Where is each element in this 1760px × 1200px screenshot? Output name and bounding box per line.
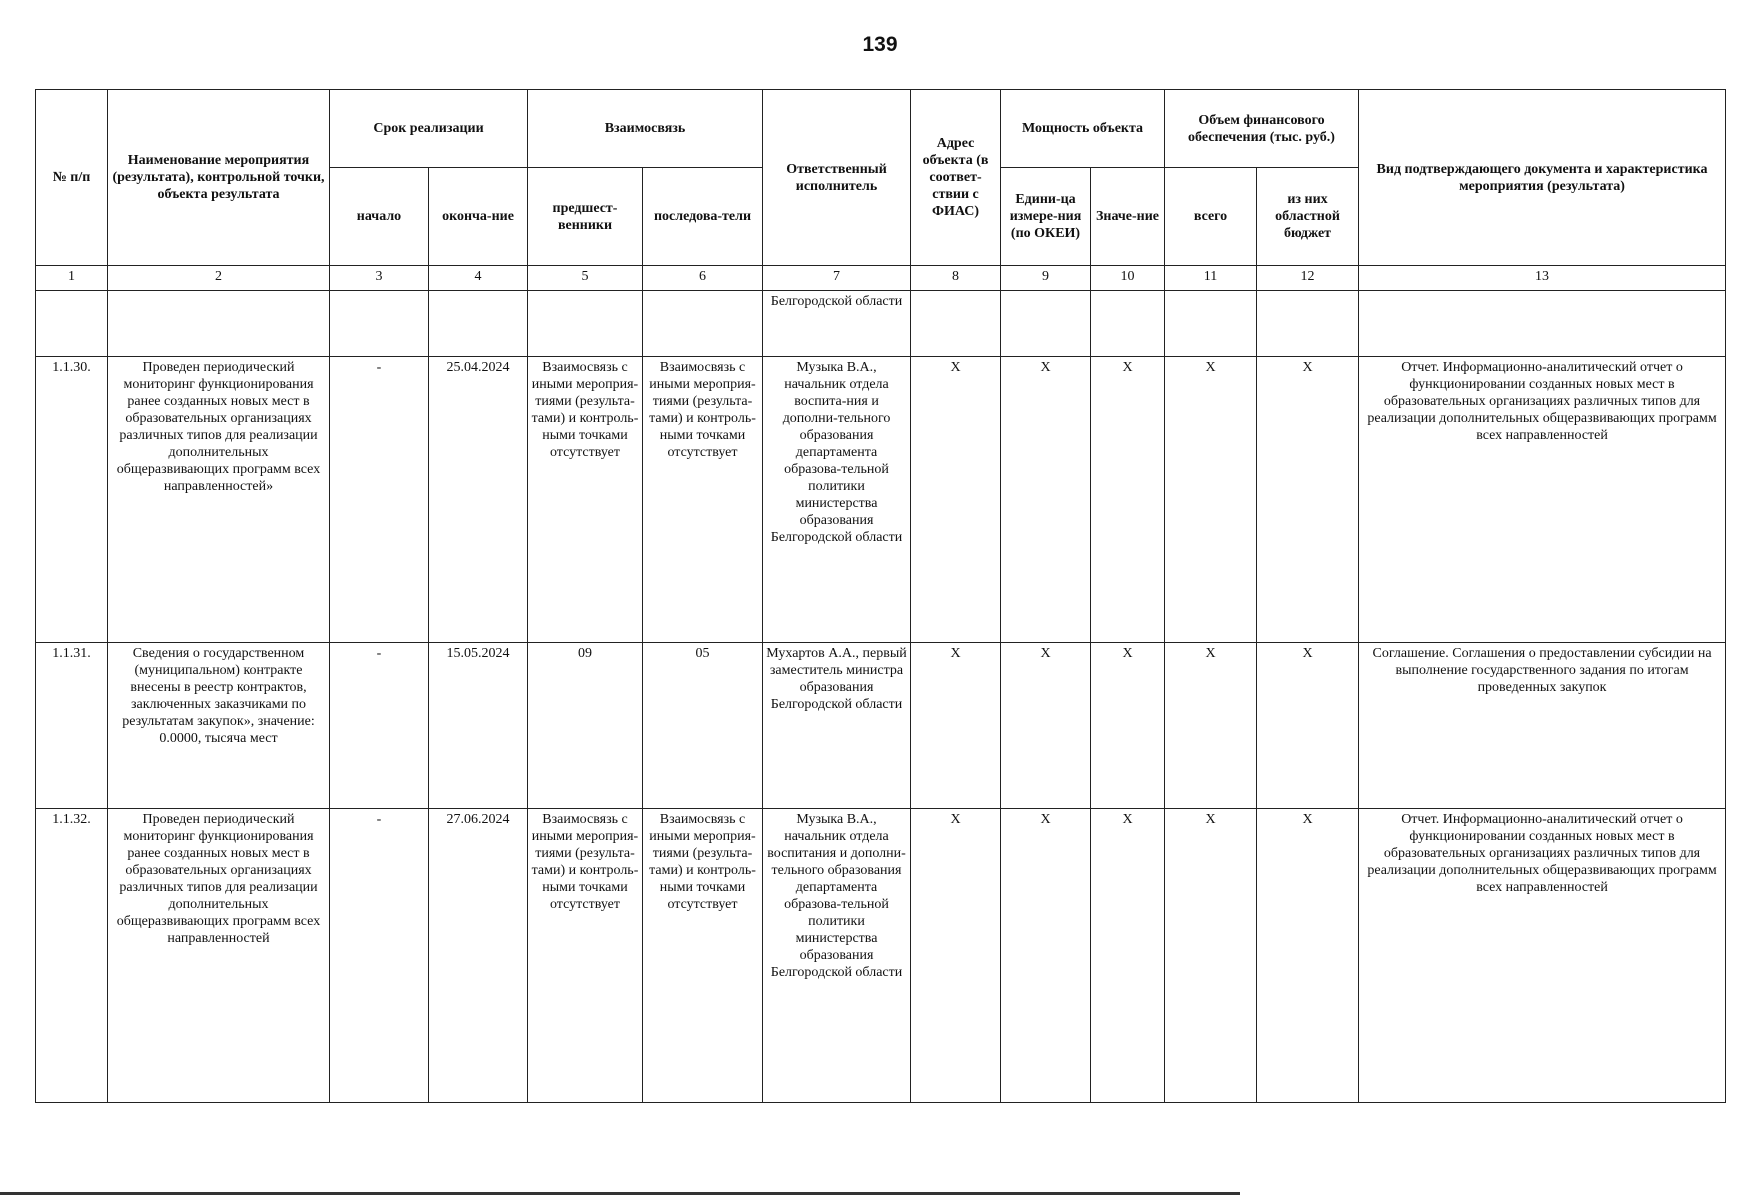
header-link: Взаимосвязь bbox=[528, 90, 763, 168]
header-responsible: Ответственный исполнитель bbox=[763, 90, 911, 266]
row-end: 25.04.2024 bbox=[429, 357, 528, 643]
row-start: - bbox=[330, 809, 429, 1103]
row-end: 27.06.2024 bbox=[429, 809, 528, 1103]
header-period-end: оконча-ние bbox=[429, 168, 528, 266]
row-address: X bbox=[911, 643, 1001, 809]
table-row bbox=[36, 643, 1726, 809]
col-number: 7 bbox=[763, 266, 911, 291]
header-link-succ: последова-тели bbox=[643, 168, 763, 266]
bottom-divider bbox=[0, 1192, 1240, 1195]
header-link-pred: предшест-венники bbox=[528, 168, 643, 266]
row-pred: Взаимосвязь с иными мероприя-тиями (результа-тами) и контроль-ными точками отсутствует bbox=[528, 809, 643, 1103]
page-number: 139 bbox=[862, 33, 898, 56]
row-doc: Отчет. Информационно-аналитический отчет о функционировании созданных новых мест в образовательных организациях различных типов для реализации дополнительных общеразвивающих программ всех направленностей bbox=[1359, 357, 1726, 643]
col-number: 5 bbox=[528, 266, 643, 291]
row-total: X bbox=[1165, 357, 1257, 643]
row-name: Сведения о государственном (муниципальном) контракте внесены в реестр контрактов, заключенных заказчиками по результатам закупок», значение: 0.0000, тысяча мест bbox=[108, 643, 330, 809]
row-pred: Взаимосвязь с иными мероприя-тиями (результа-тами) и контроль-ными точками отсутствует bbox=[528, 357, 643, 643]
row-total: X bbox=[1165, 809, 1257, 1103]
row-succ: Взаимосвязь с иными мероприя-тиями (результа-тами) и контроль-ными точками отсутствует bbox=[643, 809, 763, 1103]
col-number: 8 bbox=[911, 266, 1001, 291]
row-start: - bbox=[330, 643, 429, 809]
row-responsible: Музыка В.А., начальник отдела воспита-ния и дополни-тельного образования департамента образова-тельной политики министерства образования Белгородской области bbox=[763, 357, 911, 643]
row-regional: X bbox=[1257, 643, 1359, 809]
activities-table bbox=[35, 89, 1726, 1103]
row-succ: 05 bbox=[643, 643, 763, 809]
col-number: 1 bbox=[36, 266, 108, 291]
row-num: 1.1.30. bbox=[36, 357, 108, 643]
header-num: № п/п bbox=[36, 90, 108, 266]
header-capacity-value: Значе-ние bbox=[1091, 168, 1165, 266]
continuation-row bbox=[36, 291, 1726, 357]
row-value: X bbox=[1091, 809, 1165, 1103]
col-number: 6 bbox=[643, 266, 763, 291]
col-number: 9 bbox=[1001, 266, 1091, 291]
col-number: 11 bbox=[1165, 266, 1257, 291]
row-value: X bbox=[1091, 643, 1165, 809]
col-number: 13 bbox=[1359, 266, 1726, 291]
row-succ: Взаимосвязь с иными мероприя-тиями (результа-тами) и контроль-ными точками отсутствует bbox=[643, 357, 763, 643]
row-total: X bbox=[1165, 643, 1257, 809]
header-capacity: Мощность объекта bbox=[1001, 90, 1165, 168]
row-num: 1.1.31. bbox=[36, 643, 108, 809]
column-number-row bbox=[36, 266, 1726, 291]
header-finance-regional: из них областной бюджет bbox=[1257, 168, 1359, 266]
header-finance-total: всего bbox=[1165, 168, 1257, 266]
row-unit: X bbox=[1001, 643, 1091, 809]
row-unit: X bbox=[1001, 357, 1091, 643]
row-value: X bbox=[1091, 357, 1165, 643]
row-regional: X bbox=[1257, 357, 1359, 643]
header-doc: Вид подтверждающего документа и характеристика мероприятия (результата) bbox=[1359, 90, 1726, 266]
col-number: 4 bbox=[429, 266, 528, 291]
row-unit: X bbox=[1001, 809, 1091, 1103]
table-row bbox=[36, 357, 1726, 643]
row-name: Проведен периодический мониторинг функционирования ранее созданных новых мест в образовательных организациях различных типов для реализации дополнительных общеразвивающих программ всех направленностей» bbox=[108, 357, 330, 643]
row-pred: 09 bbox=[528, 643, 643, 809]
row-address: X bbox=[911, 357, 1001, 643]
row-regional: X bbox=[1257, 809, 1359, 1103]
row-end: 15.05.2024 bbox=[429, 643, 528, 809]
row-address: X bbox=[911, 809, 1001, 1103]
header-period: Срок реализации bbox=[330, 90, 528, 168]
col-number: 10 bbox=[1091, 266, 1165, 291]
header-name: Наименование мероприятия (результата), контрольной точки, объекта результата bbox=[108, 90, 330, 266]
row-responsible: Музыка В.А., начальник отдела воспитания и дополни-тельного образования департамента образова-тельной политики министерства образования Белгородской области bbox=[763, 809, 911, 1103]
header-finance: Объем финансового обеспечения (тыс. руб.) bbox=[1165, 90, 1359, 168]
col-number: 2 bbox=[108, 266, 330, 291]
row-num: 1.1.32. bbox=[36, 809, 108, 1103]
row-doc: Отчет. Информационно-аналитический отчет о функционировании созданных новых мест в образовательных организациях различных типов для реализации дополнительных общеразвивающих программ всех направленностей bbox=[1359, 809, 1726, 1103]
header-capacity-unit: Едини-ца измере-ния (по ОКЕИ) bbox=[1001, 168, 1091, 266]
header-address: Адрес объекта (в соответ-ствии с ФИАС) bbox=[911, 90, 1001, 266]
continuation-responsible: Белгородской области bbox=[763, 291, 911, 357]
col-number: 12 bbox=[1257, 266, 1359, 291]
row-name: Проведен периодический мониторинг функционирования ранее созданных новых мест в образовательных организациях различных типов для реализации дополнительных общеразвивающих программ всех направленностей bbox=[108, 809, 330, 1103]
header-period-start: начало bbox=[330, 168, 429, 266]
table-row bbox=[36, 809, 1726, 1103]
row-doc: Соглашение. Соглашения о предоставлении субсидии на выполнение государственного задания по итогам проведенных закупок bbox=[1359, 643, 1726, 809]
row-start: - bbox=[330, 357, 429, 643]
col-number: 3 bbox=[330, 266, 429, 291]
row-responsible: Мухартов А.А., первый заместитель министра образования Белгородской области bbox=[763, 643, 911, 809]
